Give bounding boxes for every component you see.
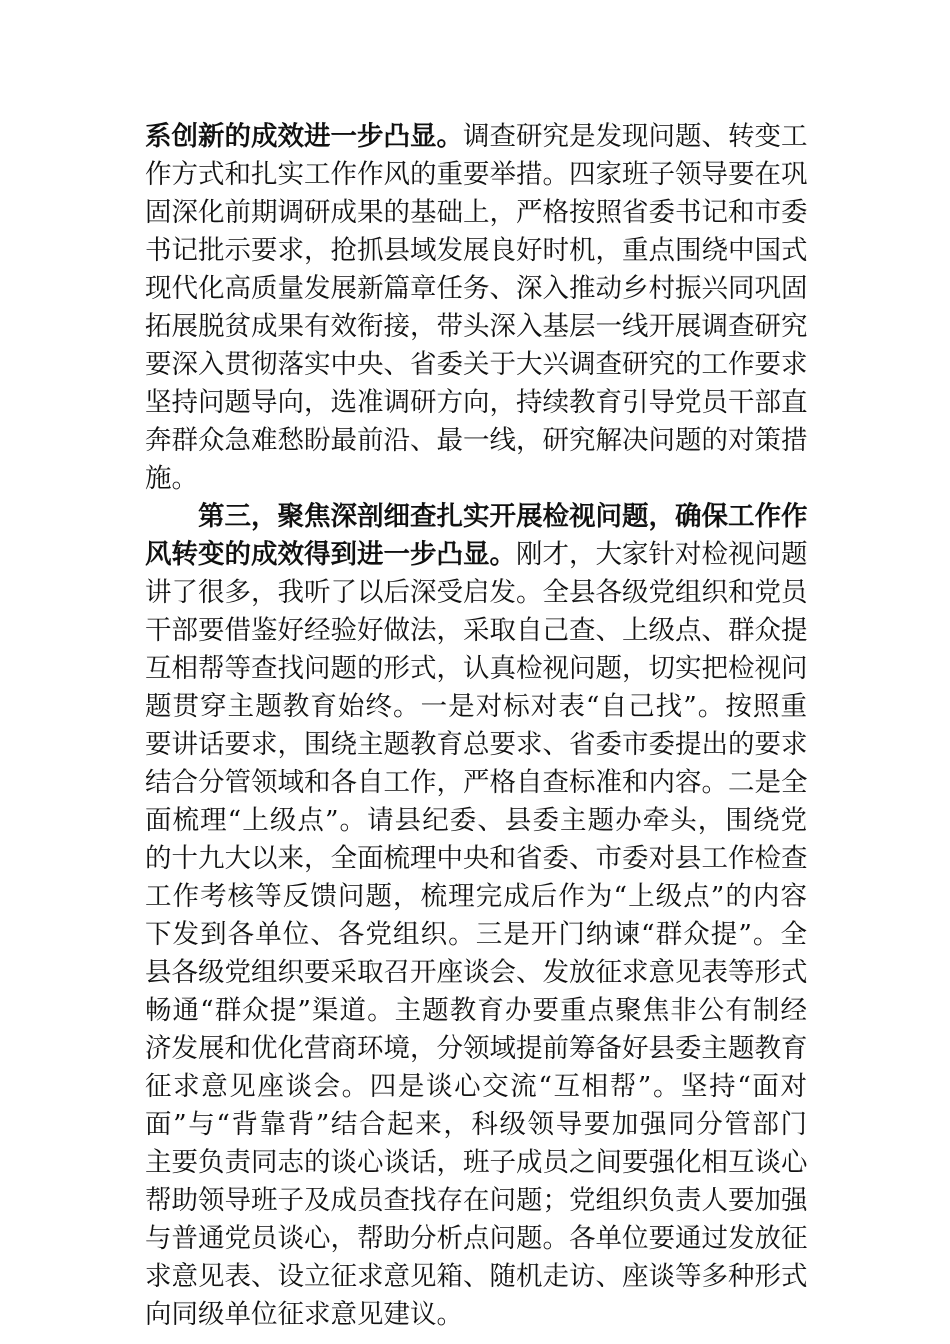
text-line: 畅通“群众提”渠道。主题教育办要重点聚焦非公有制经 — [145, 995, 807, 1026]
text-line: 面梳理“上级点”。请县纪委、县委主题办牵头，围绕党 — [145, 805, 807, 836]
body-text: 刚才，大家针对检视问题 — [516, 539, 808, 570]
text-line: 工作考核等反馈问题，梳理完成后作为“上级点”的内容 — [145, 881, 807, 912]
text-line: 奔群众急难愁盼最前沿、最一线，研究解决问题的对策措 — [145, 425, 808, 456]
text-line: 干部要借鉴好经验好做法，采取自己查、上级点、群众提 — [145, 615, 808, 646]
text-line — [145, 118, 807, 156]
text-line: 求意见表、设立征求意见箱、随机走访、座谈等多种形式 — [145, 1261, 808, 1292]
bold-heading-text: 第三，聚焦深剖细查扎实开展检视问题，确保工作作 — [198, 501, 808, 532]
text-line: 书记批示要求，抢抓县域发展良好时机，重点围绕中国式 — [145, 235, 808, 266]
text-line — [145, 536, 807, 574]
text-line: 作方式和扎实工作作风的重要举措。四家班子领导要在巩 — [145, 159, 808, 190]
text-line: 济发展和优化营商环境，分领域提前筹备好县委主题教育 — [145, 1033, 808, 1064]
document-page — [145, 118, 807, 1334]
text-line: 面”与“背靠背”结合起来，科级领导要加强同分管部门 — [145, 1109, 807, 1140]
text-line: 讲了很多，我听了以后深受启发。全县各级党组织和党员 — [145, 577, 808, 608]
text-line: 题贯穿主题教育始终。一是对标对表“自己找”。按照重 — [145, 691, 807, 722]
text-line: 与普通党员谈心，帮助分析点问题。各单位要通过发放征 — [145, 1223, 808, 1254]
text-line: 要深入贯彻落实中央、省委关于大兴调查研究的工作要求 — [145, 349, 808, 380]
text-line: 征求意见座谈会。四是谈心交流“互相帮”。坚持“面对 — [145, 1071, 807, 1102]
text-line: 要讲话要求，围绕主题教育总要求、省委市委提出的要求 — [145, 729, 808, 760]
text-line: 固深化前期调研成果的基础上，严格按照省委书记和市委 — [145, 197, 808, 228]
text-line: 拓展脱贫成果有效衔接，带头深入基层一线开展调查研究 — [145, 311, 808, 342]
paragraph-2 — [145, 498, 807, 1334]
text-line — [145, 498, 807, 536]
bold-heading-text: 系创新的成效进一步凸显。 — [145, 121, 463, 152]
text-line: 互相帮等查找问题的形式，认真检视问题，切实把检视问 — [145, 653, 808, 684]
text-line: 坚持问题导向，选准调研方向，持续教育引导党员干部直 — [145, 387, 808, 418]
text-line: 主要负责同志的谈心谈话，班子成员之间要强化相互谈心 — [145, 1147, 808, 1178]
text-line: 县各级党组织要采取召开座谈会、发放征求意见表等形式 — [145, 957, 808, 988]
body-text: 调查研究是发现问题、转变工 — [463, 121, 808, 152]
text-line: 结合分管领域和各自工作，严格自查标准和内容。二是全 — [145, 767, 808, 798]
text-line: 帮助领导班子及成员查找存在问题；党组织负责人要加强 — [145, 1185, 808, 1216]
text-line: 下发到各单位、各党组织。三是开门纳谏“群众提”。全 — [145, 919, 807, 950]
text-line: 现代化高质量发展新篇章任务、深入推动乡村振兴同巩固 — [145, 273, 808, 304]
text-line: 施。 — [145, 463, 198, 494]
text-line: 向同级单位征求意见建议。 — [145, 1299, 463, 1330]
text-line: 的十九大以来，全面梳理中央和省委、市委对县工作检查 — [145, 843, 808, 874]
paragraph-1 — [145, 118, 807, 498]
bold-heading-text: 风转变的成效得到进一步凸显。 — [145, 539, 516, 570]
